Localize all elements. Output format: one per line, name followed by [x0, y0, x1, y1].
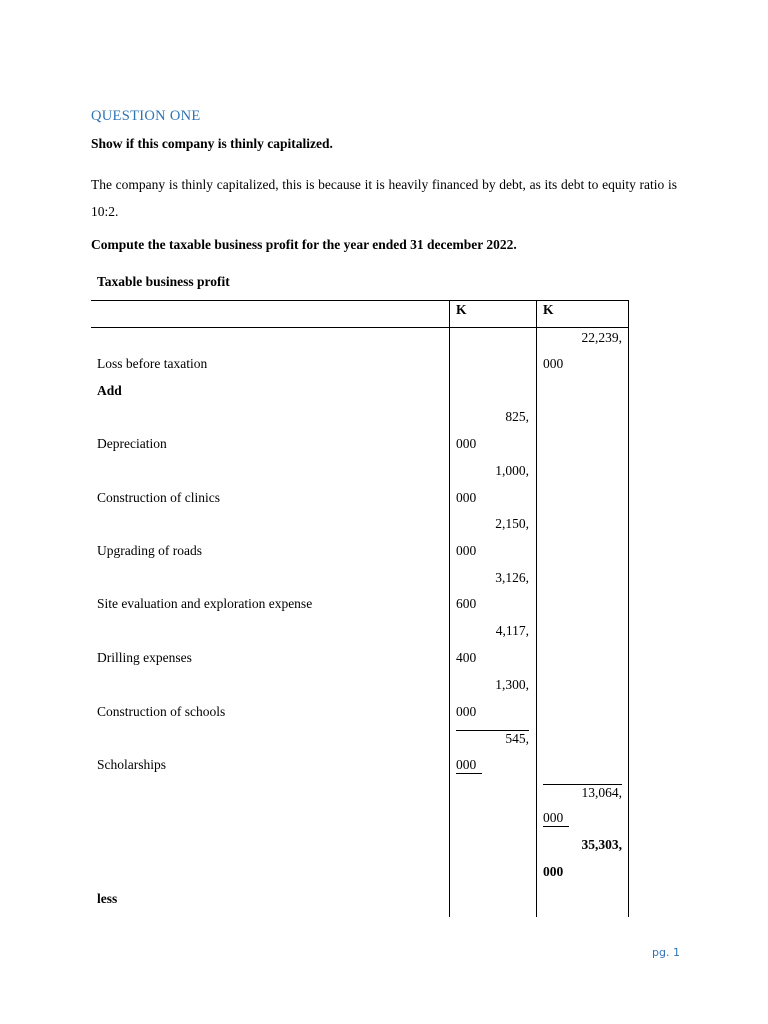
question-2: Compute the taxable business profit for the year ended 31 december 2022. — [91, 237, 517, 252]
row-scholarships-part2: 000 — [456, 757, 482, 774]
table-top-border — [91, 300, 629, 301]
total-part2: 000 — [543, 864, 564, 879]
loss-value-part2: 000 — [543, 356, 564, 371]
add-label: Add — [97, 383, 122, 398]
row-drilling-part2: 400 — [456, 650, 477, 665]
page-number: pg. 1 — [652, 946, 680, 959]
question-heading: QUESTION ONE — [91, 108, 201, 124]
col2-header: K — [543, 302, 554, 317]
loss-value-part1: 22,239, — [581, 330, 622, 345]
row-schools-label: Construction of schools — [97, 704, 226, 719]
subtotal-part2: 000 — [543, 810, 569, 827]
row-schools-part2: 000 — [456, 704, 477, 719]
col1-header: K — [456, 302, 467, 317]
row-clinics-part2: 000 — [456, 490, 477, 505]
table-col-divider-1 — [449, 300, 450, 917]
table-title: Taxable business profit — [97, 274, 230, 289]
subtotal-part1: 13,064, — [543, 784, 622, 801]
row-schools-part1: 1,300, — [495, 677, 529, 692]
row-site-part1: 3,126, — [495, 570, 529, 585]
row-site-part2: 600 — [456, 596, 477, 611]
row-clinics-part1: 1,000, — [495, 463, 529, 478]
row-roads-label: Upgrading of roads — [97, 543, 202, 558]
table-col-divider-2 — [536, 300, 537, 917]
row-site-label: Site evaluation and exploration expense — [97, 596, 313, 611]
row-scholarships-part1: 545, — [456, 730, 529, 747]
row-clinics-label: Construction of clinics — [97, 490, 220, 505]
loss-label: Loss before taxation — [97, 356, 208, 371]
row-drilling-part1: 4,117, — [495, 623, 529, 638]
row-depreciation-label: Depreciation — [97, 436, 167, 451]
total-part1: 35,303, — [581, 837, 622, 852]
row-depreciation-part2: 000 — [456, 436, 477, 451]
row-depreciation-part1: 825, — [505, 409, 529, 424]
row-drilling-label: Drilling expenses — [97, 650, 192, 665]
question-1: Show if this company is thinly capitalized. — [91, 136, 333, 151]
row-roads-part1: 2,150, — [495, 516, 529, 531]
table-header-border — [91, 327, 629, 328]
table-right-border — [628, 300, 629, 917]
row-roads-part2: 000 — [456, 543, 477, 558]
row-scholarships-label: Scholarships — [97, 757, 166, 772]
answer-paragraph: The company is thinly capitalized, this is because it is heavily financed by debt, as its debt to equity ratio is 10:2. — [91, 177, 677, 219]
less-label: less — [97, 891, 118, 906]
